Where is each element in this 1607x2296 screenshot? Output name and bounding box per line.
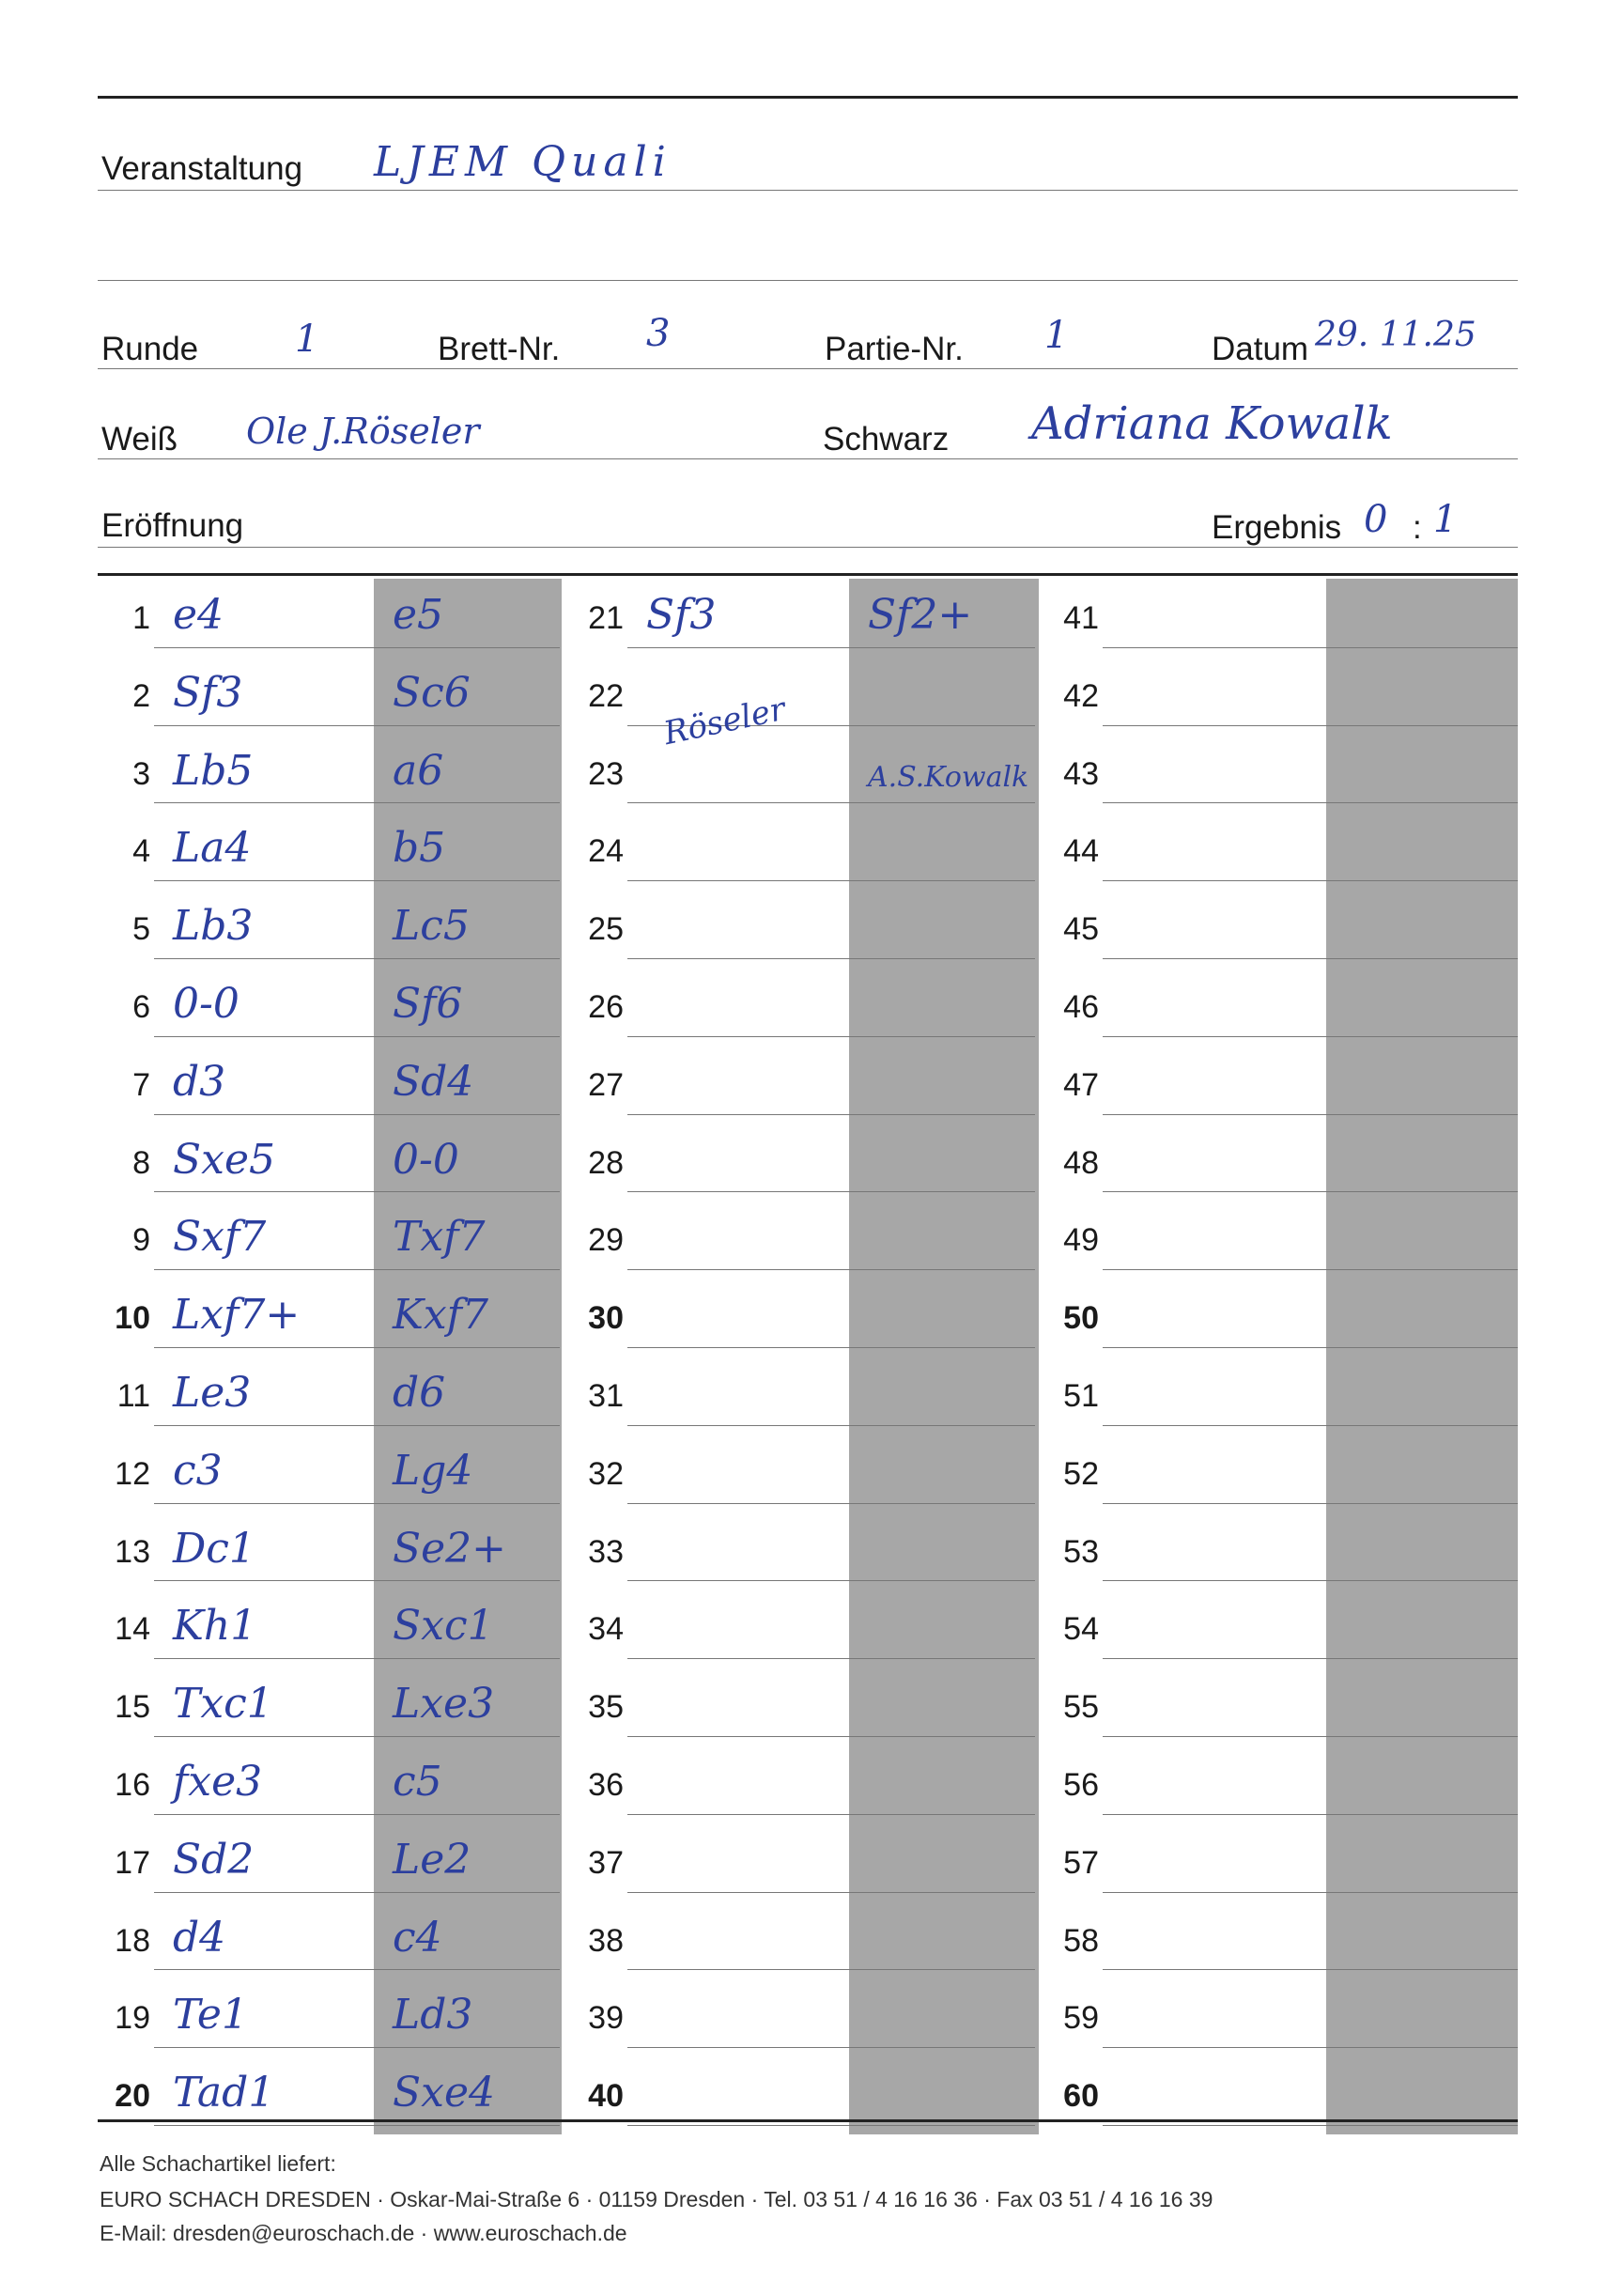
black-value[interactable]: Adriana Kowalk [1031,397,1393,450]
move-number: 24 [588,833,624,870]
white-move[interactable]: e4 [173,591,224,639]
round-line [98,368,1518,369]
move-number: 52 [1063,1455,1099,1492]
move-number: 12 [115,1455,150,1492]
move-number: 42 [1063,677,1099,714]
move-line [154,1658,560,1659]
move-number: 33 [588,1533,624,1570]
white-move[interactable]: Sf3 [646,591,717,639]
move-line [1103,2125,1518,2126]
move-line [627,1736,1035,1737]
black-move[interactable]: d6 [393,1369,446,1417]
black-move[interactable]: b5 [393,824,446,873]
players-line [98,458,1518,459]
move-number: 27 [588,1066,624,1103]
move-number: 39 [588,2000,624,2037]
move-line [154,880,560,881]
move-line [627,1114,1035,1115]
white-signature: Röseler [660,690,789,753]
black-move[interactable]: Sxe4 [393,2069,495,2118]
move-line [154,2047,560,2048]
white-move[interactable]: Te1 [173,1991,248,2040]
event-line [98,190,1518,191]
move-line [154,958,560,959]
move-number: 11 [116,1378,150,1414]
move-number: 3 [132,755,150,792]
move-line [1103,1114,1518,1115]
result-white[interactable]: 0 [1364,498,1388,541]
move-line [1103,1814,1518,1815]
black-move[interactable]: Se2+ [393,1524,507,1573]
board-label: Brett-Nr. [438,331,561,367]
white-label: Weiß [101,421,178,458]
move-number: 51 [1063,1378,1099,1414]
move-line [627,1892,1035,1893]
move-number: 9 [132,1222,150,1259]
white-move[interactable]: fxe3 [173,1758,263,1806]
move-line [1103,1503,1518,1504]
move-number: 54 [1063,1611,1099,1648]
move-line [154,1969,560,1970]
move-line [154,1580,560,1581]
white-move[interactable]: c3 [173,1446,223,1495]
white-move[interactable]: Txc1 [173,1680,273,1729]
result-black[interactable]: 1 [1433,498,1458,541]
black-move[interactable]: Lxe3 [393,1680,495,1729]
move-line [1103,802,1518,803]
move-number: 29 [588,1222,624,1259]
move-number: 50 [1063,1300,1099,1337]
black-move[interactable]: Lg4 [393,1446,473,1495]
move-line [1103,1191,1518,1192]
black-move-column-shade [374,579,562,2134]
black-move[interactable]: c4 [393,1913,442,1962]
footer-line-2: EURO SCHACH DRESDEN · Oskar-Mai-Straße 6 · 01159 Dresden · Tel. 03 51 / 4 16 16 36 · Fax 03 51 / 4 16 16 39 [100,2187,1213,2211]
move-line [154,1892,560,1893]
footer-line-1: Alle Schachartikel liefert: [100,2151,336,2176]
move-number: 38 [588,1922,624,1959]
move-line [154,1736,560,1737]
white-move[interactable]: Lb3 [173,902,254,951]
black-signature: A.S.Kowalk [868,761,1029,794]
move-number: 18 [115,1922,150,1959]
move-number: 41 [1063,600,1099,636]
white-move[interactable]: Kh1 [173,1602,257,1651]
game-value[interactable]: 1 [1044,314,1069,357]
table-bottom-border [98,2119,1518,2122]
black-move[interactable]: Sc6 [393,668,471,717]
move-number: 55 [1063,1689,1099,1726]
move-number: 20 [115,2078,150,2115]
result-separator: : [1413,509,1422,546]
move-line [1103,1347,1518,1348]
move-number: 1 [132,600,150,636]
move-line [1103,2047,1518,2048]
game-label: Partie-Nr. [825,331,964,367]
move-line [1103,1892,1518,1893]
move-line [627,1191,1035,1192]
black-move[interactable]: Sd4 [393,1057,474,1106]
move-number: 10 [115,1300,150,1337]
move-number: 60 [1063,2078,1099,2115]
move-number: 56 [1063,1767,1099,1803]
move-line [154,1269,560,1270]
move-line [1103,1425,1518,1426]
white-move[interactable]: Sxe5 [173,1135,275,1184]
white-move[interactable]: Tad1 [173,2069,275,2118]
move-line [627,958,1035,959]
move-line [1103,1269,1518,1270]
move-number: 44 [1063,833,1099,870]
move-number: 35 [588,1689,624,1726]
move-line [154,647,560,648]
black-move[interactable]: a6 [393,746,444,795]
black-move[interactable]: Lc5 [393,902,470,951]
white-move[interactable]: d3 [173,1057,226,1106]
move-number: 59 [1063,2000,1099,2037]
black-label: Schwarz [823,421,950,458]
move-line [627,1425,1035,1426]
move-line [627,647,1035,648]
black-move[interactable]: Ld3 [393,1991,473,2040]
move-line [154,1191,560,1192]
move-number: 30 [588,1300,624,1337]
white-value[interactable]: Ole J.Röseler [246,411,480,452]
event-label: Veranstaltung [101,150,303,187]
white-move[interactable]: 0-0 [173,980,240,1028]
move-number: 25 [588,911,624,948]
opening-line [98,547,1518,548]
black-move[interactable]: Le2 [393,1835,471,1884]
move-number: 49 [1063,1222,1099,1259]
move-line [154,1814,560,1815]
footer-line-3: E-Mail: dresden@euroschach.de · www.euroschach.de [100,2221,627,2245]
move-number: 16 [115,1767,150,1803]
white-move[interactable]: Sf3 [173,668,243,717]
move-number: 57 [1063,1844,1099,1881]
move-number: 32 [588,1455,624,1492]
move-line [627,880,1035,881]
date-value[interactable]: 29. 11.25 [1315,316,1476,354]
move-line [627,1036,1035,1037]
move-line [1103,1658,1518,1659]
round-value[interactable]: 1 [295,318,319,361]
move-line [627,1969,1035,1970]
move-line [627,1580,1035,1581]
move-number: 31 [588,1378,624,1414]
top-border [98,96,1518,99]
white-move[interactable]: Sxf7 [173,1213,267,1262]
white-move[interactable]: d4 [173,1913,226,1962]
move-number: 45 [1063,911,1099,948]
move-line [1103,647,1518,648]
date-label: Datum [1212,331,1309,367]
move-line [154,802,560,803]
move-number: 58 [1063,1922,1099,1959]
black-move[interactable]: Sf2+ [868,591,973,639]
move-number: 34 [588,1611,624,1648]
white-move[interactable]: Dc1 [173,1524,255,1573]
move-number: 14 [115,1611,150,1648]
round-label: Runde [101,331,199,367]
white-move[interactable]: La4 [173,824,252,873]
move-line [1103,1969,1518,1970]
move-line [1103,1736,1518,1737]
event-value[interactable]: LJEM Quali [374,138,672,186]
move-line [154,1114,560,1115]
result-label: Ergebnis [1212,509,1342,546]
move-number: 53 [1063,1533,1099,1570]
move-line [1103,1036,1518,1037]
move-line [627,1503,1035,1504]
move-number: 46 [1063,989,1099,1025]
move-number: 13 [115,1533,150,1570]
move-number: 21 [588,600,624,636]
move-line [627,1658,1035,1659]
black-move[interactable]: c5 [393,1758,442,1806]
black-move[interactable]: 0-0 [393,1135,459,1184]
white-move[interactable]: Le3 [173,1369,252,1417]
move-number: 43 [1063,755,1099,792]
move-line [1103,958,1518,959]
move-line [154,1503,560,1504]
move-number: 8 [132,1144,150,1181]
black-move[interactable]: Kxf7 [393,1291,488,1340]
black-move-column-shade [849,579,1039,2134]
move-number: 15 [115,1689,150,1726]
black-move[interactable]: Sf6 [393,980,463,1028]
black-move[interactable]: Sxc1 [393,1602,494,1651]
move-line [154,725,560,726]
table-top-border [98,573,1518,576]
move-line [627,1814,1035,1815]
move-line [154,1036,560,1037]
black-move[interactable]: Txf7 [393,1213,486,1262]
move-number: 4 [132,833,150,870]
move-line [627,1269,1035,1270]
move-line [154,1347,560,1348]
move-number: 36 [588,1767,624,1803]
move-line [627,2125,1035,2126]
board-value[interactable]: 3 [646,312,671,355]
opening-label: Eröffnung [101,507,244,544]
move-number: 26 [588,989,624,1025]
move-line [627,2047,1035,2048]
move-number: 6 [132,989,150,1025]
move-number: 40 [588,2078,624,2115]
black-move-column-shade [1326,579,1518,2134]
move-line [627,802,1035,803]
white-move[interactable]: Lxf7+ [173,1291,301,1340]
move-number: 5 [132,911,150,948]
move-line [1103,880,1518,881]
move-number: 7 [132,1066,150,1103]
move-number: 28 [588,1144,624,1181]
move-number: 37 [588,1844,624,1881]
move-number: 48 [1063,1144,1099,1181]
move-number: 47 [1063,1066,1099,1103]
white-move[interactable]: Sd2 [173,1835,255,1884]
move-line [627,1347,1035,1348]
move-number: 22 [588,677,624,714]
move-line [1103,725,1518,726]
move-number: 19 [115,2000,150,2037]
move-number: 23 [588,755,624,792]
move-number: 2 [132,677,150,714]
move-line [1103,1580,1518,1581]
event-line-2 [98,280,1518,281]
move-line [154,1425,560,1426]
black-move[interactable]: e5 [393,591,444,639]
move-line [154,2125,560,2126]
white-move[interactable]: Lb5 [173,746,254,795]
move-number: 17 [115,1844,150,1881]
